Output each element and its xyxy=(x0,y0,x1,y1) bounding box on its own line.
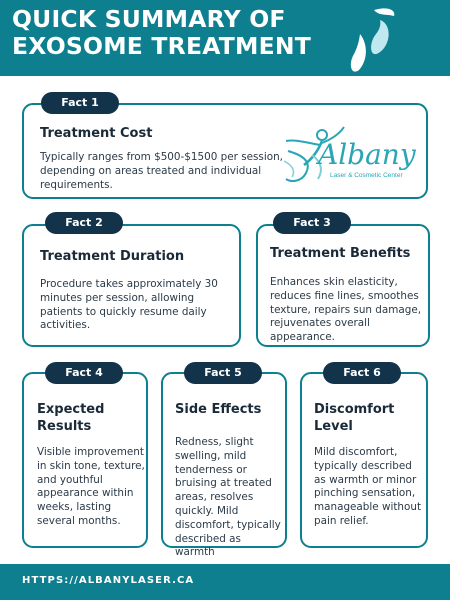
fact-card-treatment-duration xyxy=(22,224,241,347)
card-title: Side Effects xyxy=(175,402,262,417)
fact-card-side-effects xyxy=(161,372,287,559)
header-banner xyxy=(0,0,450,76)
fact-card-expected-results xyxy=(22,372,148,548)
page-title-line1: QUICK SUMMARY OF xyxy=(12,5,286,33)
logo-tagline: Laser & Cosmetic Center xyxy=(330,172,403,179)
fact-badge: Fact 6 xyxy=(323,362,401,384)
card-body: Mild discomfort, typically described as warmth or minor pinching sensation, manageable without pain relief. xyxy=(314,446,422,527)
page-title xyxy=(12,6,311,60)
website-link[interactable]: HTTPS://ALBANYLASER.CA xyxy=(22,575,195,586)
card-body: Enhances skin elasticity, reduces fine lines, smoothes texture, repairs sun damage, rejuvenates overall appearance. xyxy=(270,276,422,344)
fact-badge: Fact 5 xyxy=(184,362,262,384)
fact-badge: Fact 3 xyxy=(273,212,351,234)
card-body: Procedure takes approximately 30 minutes per session, allowing patients to quickly resume daily activities. xyxy=(40,278,218,332)
logo-brand: Albany xyxy=(318,138,416,171)
card-title: Expected Results xyxy=(37,402,105,434)
card-title: Treatment Duration xyxy=(40,249,185,264)
card-body: Redness, slight swelling, mild tenderness or bruising at treated areas, resolves quickly. Mild discomfort, typically described as warmth xyxy=(175,436,281,559)
water-drops-icon xyxy=(346,4,398,74)
card-title: Treatment Cost xyxy=(40,126,153,141)
fact-card-discomfort-level xyxy=(300,372,428,548)
footer-bar xyxy=(0,564,450,600)
fact-badge: Fact 4 xyxy=(45,362,123,384)
fact-badge: Fact 2 xyxy=(45,212,123,234)
card-body: Typically ranges from $500-$1500 per session, depending on areas treated and individual requirements. xyxy=(40,151,283,191)
card-title: Treatment Benefits xyxy=(270,246,411,261)
fact-badge: Fact 1 xyxy=(41,92,119,114)
card-title: Discomfort Level xyxy=(314,402,395,434)
card-body: Visible improvement in skin tone, texture, and youthful appearance within weeks, lasting several months. xyxy=(37,446,145,527)
page-title-line2: EXOSOME TREATMENT xyxy=(12,32,311,60)
fact-card-treatment-benefits xyxy=(256,224,430,347)
albany-logo xyxy=(282,125,422,187)
